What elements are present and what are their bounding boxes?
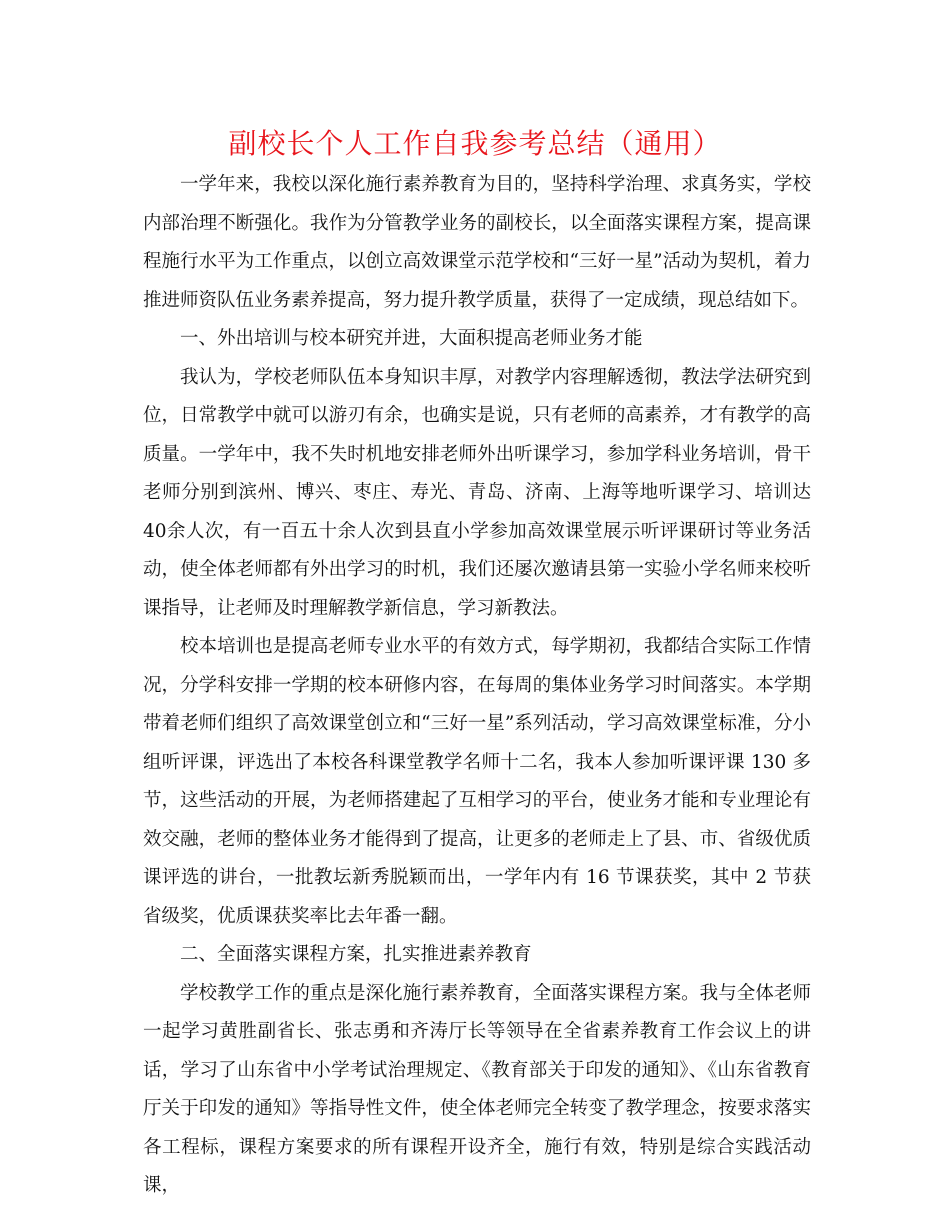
document-body — [143, 166, 811, 1206]
paragraph-training: 我认为，学校老师队伍本身知识丰厚，对教学内容理解透彻，教法学法研究到位，日常教学中就可以游刃有余，也确实是说，只有老师的高素养，才有教学的高质量。一学年中，我不失时机地安排老师外出听课学习，参加学科业务培训，骨干老师分别到滨州、博兴、枣庄、寿光、青岛、济南、上海等地听课学习、培训达40余人次，有一百五十余人次到县直小学参加高效课堂展示听评课研讨等业务活动，使全体老师都有外出学习的时机，我们还屡次邀请县第一实验小学名师来校听课指导，让老师及时理解教学新信息，学习新教法。 — [143, 366, 811, 619]
document-title: 副校长个人工作自我参考总结（通用） — [228, 127, 722, 160]
paragraph-curriculum: 学校教学工作的重点是深化施行素养教育，全面落实课程方案。我与全体老师一起学习黄胜副省长、张志勇和齐涛厅长等领导在全省素养教育工作会议上的讲话，学习了山东省中小学考试治理规定、《教育部关于印发的通知》、《山东省教育厅关于印发的通知》等指导性文件，使全体老师完全转变了教学理念，按要求落实各工程标，课程方案要求的所有课程开设齐全，施行有效，特别是综合实践活动课， — [143, 982, 811, 1196]
paragraph-school-training: 校本培训也是提高老师专业水平的有效方式，每学期初，我都结合实际工作情况，分学科安排一学期的校本研修内容，在每周的集体业务学习时间落实。本学期带着老师们组织了高效课堂创立和“三好一星”系列活动，学习高效课堂标准，分小组听评课，评选出了本校各科课堂教学名师十二名，我本人参加听课评课 130 多节，这些活动的开展，为老师搭建起了互相学习的平台，使业务才能和专业理论有效交融，老师的整体业务才能得到了提高，让更多的老师走上了县、市、省级优质课评选的讲台，一批教坛新秀脱颖而出，一学年内有 16 节课获奖，其中 2 节获省级奖，优质课获奖率比去年番一翻。 — [143, 636, 811, 927]
section-heading-1: 一、外出培训与校本研究并进，大面积提高老师业务才能 — [180, 328, 643, 349]
section-heading-2: 二、全面落实课程方案，扎实推进素养教育 — [180, 944, 532, 965]
paragraph-intro: 一学年来，我校以深化施行素养教育为目的，坚持科学治理、求真务实，学校内部治理不断强化。我作为分管教学业务的副校长，以全面落实课程方案，提高课程施行水平为工作重点，以创立高效课堂示范学校和“三好一星”活动为契机，着力推进师资队伍业务素养提高，努力提升教学质量，获得了一定成绩，现总结如下。 — [143, 174, 811, 311]
